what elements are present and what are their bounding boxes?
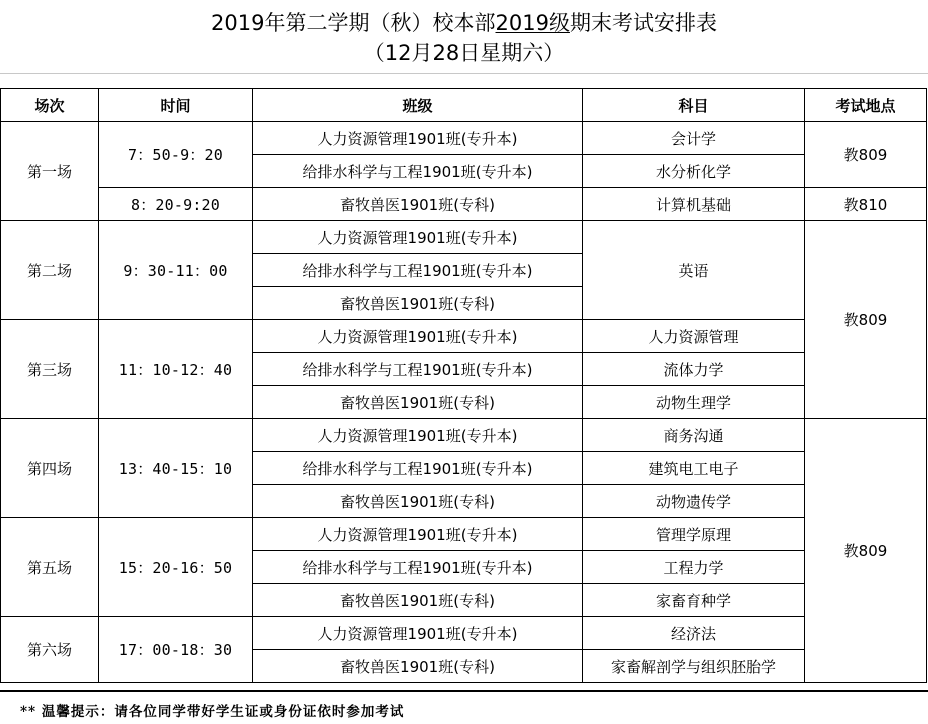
time-cell: 9：30-11：00	[99, 221, 253, 320]
table-row	[1, 320, 927, 353]
title-grade: 2019级	[495, 11, 570, 35]
room-cell: 教809	[805, 122, 927, 188]
class-cell: 畜牧兽医1901班(专科)	[253, 650, 583, 683]
table-row	[1, 617, 927, 650]
subject-cell: 家畜育种学	[583, 584, 805, 617]
session-cell: 第六场	[1, 617, 99, 683]
table-row	[1, 419, 927, 452]
title-suffix: 期末考试安排表	[569, 11, 717, 35]
time-cell: 11：10-12：40	[99, 320, 253, 419]
class-cell: 人力资源管理1901班(专升本)	[253, 320, 583, 353]
subject-cell: 流体力学	[583, 353, 805, 386]
room-cell: 教809	[805, 221, 927, 419]
time-cell: 15：20-16：50	[99, 518, 253, 617]
class-cell: 人力资源管理1901班(专升本)	[253, 419, 583, 452]
subject-cell: 会计学	[583, 122, 805, 155]
session-cell: 第一场	[1, 122, 99, 221]
subject-cell: 动物遗传学	[583, 485, 805, 518]
subject-cell: 计算机基础	[583, 188, 805, 221]
title-block	[0, 0, 928, 74]
subject-cell: 动物生理学	[583, 386, 805, 419]
subject-cell: 工程力学	[583, 551, 805, 584]
subject-cell: 水分析化学	[583, 155, 805, 188]
sheet-subtitle-date: （12月28日星期六）	[363, 41, 565, 65]
subject-cell: 管理学原理	[583, 518, 805, 551]
column-header-subject: 科目	[583, 89, 805, 122]
session-cell: 第四场	[1, 419, 99, 518]
session-cell: 第二场	[1, 221, 99, 320]
footer-reminder	[0, 690, 928, 724]
column-header-session: 场次	[1, 89, 99, 122]
sheet-title	[0, 10, 928, 36]
column-header-class: 班级	[253, 89, 583, 122]
class-cell: 给排水科学与工程1901班(专升本)	[253, 551, 583, 584]
class-cell: 畜牧兽医1901班(专科)	[253, 485, 583, 518]
class-cell: 人力资源管理1901班(专升本)	[253, 122, 583, 155]
class-cell: 给排水科学与工程1901班(专升本)	[253, 155, 583, 188]
subject-cell: 英语	[583, 221, 805, 320]
class-cell: 人力资源管理1901班(专升本)	[253, 221, 583, 254]
class-cell: 畜牧兽医1901班(专科)	[253, 188, 583, 221]
header-row	[1, 89, 927, 122]
class-cell: 畜牧兽医1901班(专科)	[253, 386, 583, 419]
title-prefix: 2019年第二学期（秋）校本部	[211, 11, 496, 35]
class-cell: 给排水科学与工程1901班(专升本)	[253, 254, 583, 287]
column-header-room: 考试地点	[805, 89, 927, 122]
class-cell: 给排水科学与工程1901班(专升本)	[253, 452, 583, 485]
subject-cell: 建筑电工电子	[583, 452, 805, 485]
session-cell: 第五场	[1, 518, 99, 617]
table-row	[1, 221, 927, 254]
room-cell: 教809	[805, 419, 927, 683]
room-cell: 教810	[805, 188, 927, 221]
table-row	[1, 518, 927, 551]
time-cell: 8：20-9:20	[99, 188, 253, 221]
table-row	[1, 122, 927, 155]
reminder-text: ** 温馨提示：请各位同学带好学生证或身份证依时参加考试	[20, 704, 405, 720]
subject-cell: 商务沟通	[583, 419, 805, 452]
table-row	[1, 188, 927, 221]
class-cell: 人力资源管理1901班(专升本)	[253, 617, 583, 650]
time-cell: 13：40-15：10	[99, 419, 253, 518]
class-cell: 畜牧兽医1901班(专科)	[253, 287, 583, 320]
subject-cell: 人力资源管理	[583, 320, 805, 353]
class-cell: 给排水科学与工程1901班(专升本)	[253, 353, 583, 386]
subject-cell: 经济法	[583, 617, 805, 650]
session-cell: 第三场	[1, 320, 99, 419]
subject-cell: 家畜解剖学与组织胚胎学	[583, 650, 805, 683]
column-header-time: 时间	[99, 89, 253, 122]
exam-schedule-table	[0, 88, 927, 683]
class-cell: 人力资源管理1901班(专升本)	[253, 518, 583, 551]
class-cell: 畜牧兽医1901班(专科)	[253, 584, 583, 617]
time-cell: 7：50-9：20	[99, 122, 253, 188]
time-cell: 17：00-18：30	[99, 617, 253, 683]
